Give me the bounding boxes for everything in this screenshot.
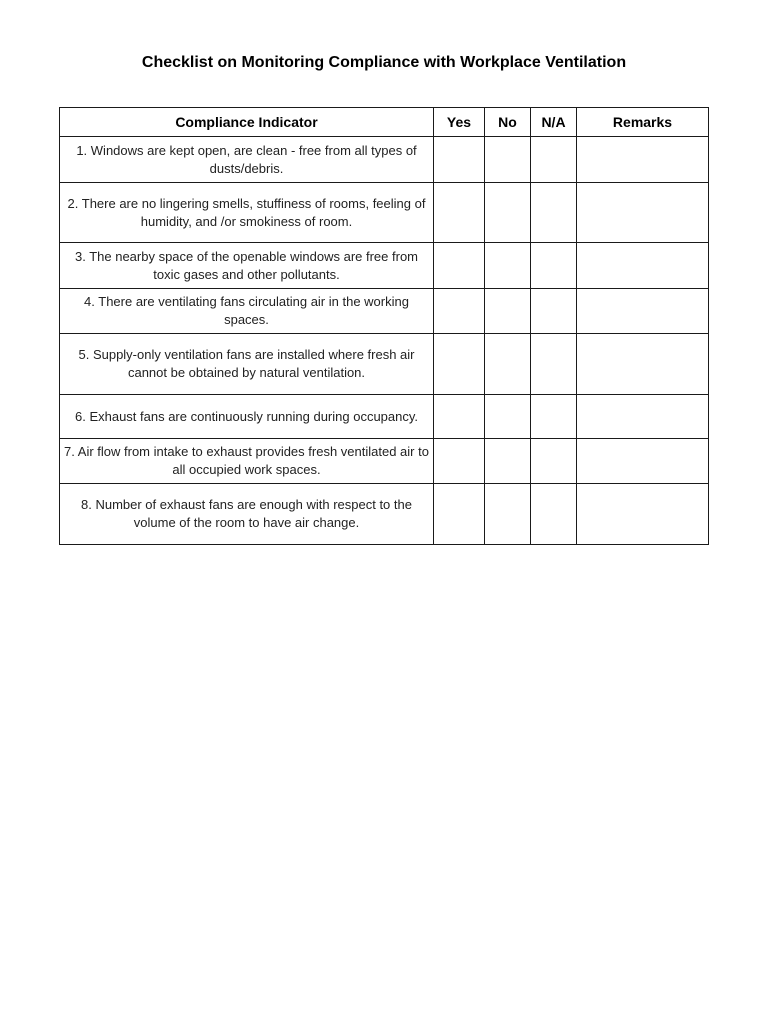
na-cell[interactable] — [531, 243, 577, 289]
header-yes: Yes — [434, 108, 485, 137]
remarks-cell[interactable] — [577, 183, 709, 243]
na-cell[interactable] — [531, 289, 577, 334]
table-row — [60, 484, 709, 545]
na-cell[interactable] — [531, 395, 577, 439]
remarks-cell[interactable] — [577, 137, 709, 183]
indicator-cell: 1. Windows are kept open, are clean - free from all types of dusts/debris. — [60, 137, 434, 183]
no-cell[interactable] — [485, 334, 531, 395]
yes-cell[interactable] — [434, 183, 485, 243]
indicator-cell: 6. Exhaust fans are continuously running during occupancy. — [60, 395, 434, 439]
no-cell[interactable] — [485, 183, 531, 243]
indicator-cell: 8. Number of exhaust fans are enough with respect to the volume of the room to have air change. — [60, 484, 434, 545]
indicator-cell: 4. There are ventilating fans circulating air in the working spaces. — [60, 289, 434, 334]
remarks-cell[interactable] — [577, 334, 709, 395]
table-row — [60, 439, 709, 484]
table-header-row — [60, 108, 709, 137]
no-cell[interactable] — [485, 243, 531, 289]
table-row — [60, 334, 709, 395]
indicator-cell: 3. The nearby space of the openable windows are free from toxic gases and other pollutants. — [60, 243, 434, 289]
remarks-cell[interactable] — [577, 289, 709, 334]
remarks-cell[interactable] — [577, 439, 709, 484]
yes-cell[interactable] — [434, 289, 485, 334]
no-cell[interactable] — [485, 289, 531, 334]
indicator-cell: 7. Air flow from intake to exhaust provides fresh ventilated air to all occupied work spaces. — [60, 439, 434, 484]
no-cell[interactable] — [485, 395, 531, 439]
table-row — [60, 183, 709, 243]
yes-cell[interactable] — [434, 334, 485, 395]
na-cell[interactable] — [531, 439, 577, 484]
page-title: Checklist on Monitoring Compliance with Workplace Ventilation — [141, 54, 627, 71]
table-row — [60, 243, 709, 289]
no-cell[interactable] — [485, 484, 531, 545]
header-remarks: Remarks — [577, 108, 709, 137]
header-na: N/A — [531, 108, 577, 137]
na-cell[interactable] — [531, 484, 577, 545]
na-cell[interactable] — [531, 183, 577, 243]
yes-cell[interactable] — [434, 484, 485, 545]
indicator-cell: 5. Supply-only ventilation fans are installed where fresh air cannot be obtained by natural ventilation. — [60, 334, 434, 395]
yes-cell[interactable] — [434, 243, 485, 289]
yes-cell[interactable] — [434, 439, 485, 484]
table-row — [60, 395, 709, 439]
remarks-cell[interactable] — [577, 395, 709, 439]
no-cell[interactable] — [485, 439, 531, 484]
table-row — [60, 289, 709, 334]
na-cell[interactable] — [531, 334, 577, 395]
header-compliance-indicator: Compliance Indicator — [60, 108, 434, 137]
remarks-cell[interactable] — [577, 484, 709, 545]
compliance-checklist-table — [59, 107, 709, 545]
no-cell[interactable] — [485, 137, 531, 183]
table-row — [60, 137, 709, 183]
na-cell[interactable] — [531, 137, 577, 183]
header-no: No — [485, 108, 531, 137]
yes-cell[interactable] — [434, 395, 485, 439]
yes-cell[interactable] — [434, 137, 485, 183]
remarks-cell[interactable] — [577, 243, 709, 289]
indicator-cell: 2. There are no lingering smells, stuffiness of rooms, feeling of humidity, and /or smokiness of room. — [60, 183, 434, 243]
